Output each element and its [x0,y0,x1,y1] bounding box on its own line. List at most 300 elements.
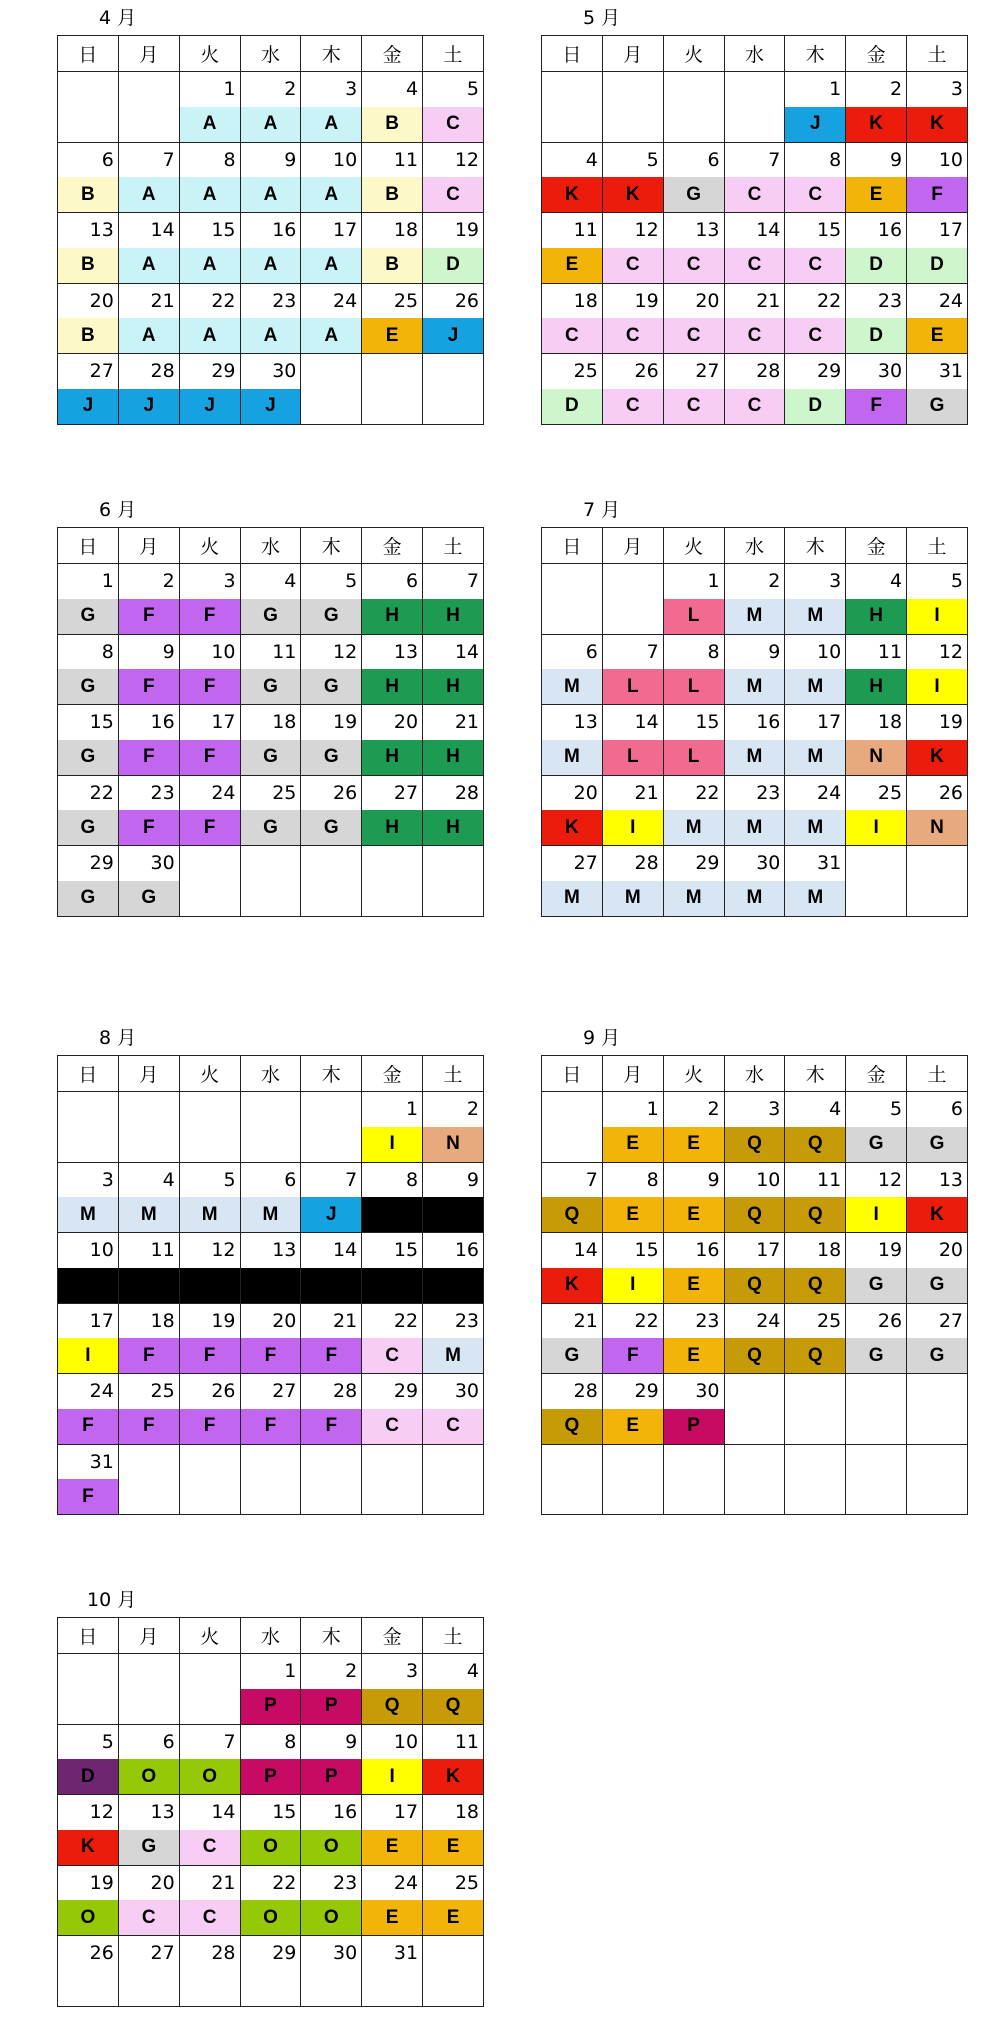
schedule-code: M [423,1338,484,1374]
day-number: 28 [542,1374,603,1409]
day-number-row [542,1092,968,1127]
day-number [785,1444,846,1479]
schedule-code: D [785,389,846,425]
day-number-row [542,1444,968,1479]
day-number: 11 [542,213,603,248]
day-number-row [58,564,484,599]
day-number: 17 [362,1795,423,1830]
day-number: 14 [724,213,785,248]
schedule-code [240,1127,301,1163]
schedule-code-row [58,1689,484,1725]
day-number: 26 [907,775,968,810]
schedule-code [907,881,968,917]
day-number [362,1444,423,1479]
calendar-april [57,7,484,425]
schedule-code: G [240,599,301,635]
day-number-row [58,1795,484,1830]
day-number: 28 [602,846,663,881]
weekday-header: 土 [907,1056,968,1092]
schedule-code-row [542,177,968,213]
day-number: 6 [907,1092,968,1127]
schedule-code-row [58,810,484,846]
day-number: 2 [301,1654,362,1689]
schedule-code: E [362,1830,423,1866]
schedule-code: B [58,318,119,354]
schedule-code: C [362,1338,423,1374]
day-number-row [542,354,968,389]
day-number: 19 [301,705,362,740]
schedule-code [301,881,362,917]
day-number [542,1092,603,1127]
day-number: 31 [907,354,968,389]
day-number: 12 [301,634,362,669]
schedule-code: L [602,669,663,705]
day-number: 21 [423,705,484,740]
schedule-code: Q [542,1409,603,1445]
day-number: 4 [542,142,603,177]
schedule-code: G [907,1127,968,1163]
schedule-code [907,1409,968,1445]
day-number: 8 [663,634,724,669]
schedule-code [362,881,423,917]
day-number: 11 [362,142,423,177]
schedule-code: K [542,177,603,213]
day-number: 20 [118,1865,179,1900]
schedule-code: G [663,177,724,213]
schedule-code: M [179,1197,240,1233]
schedule-code: F [118,1338,179,1374]
day-number: 27 [240,1374,301,1409]
day-number: 17 [179,705,240,740]
day-number-row [58,775,484,810]
schedule-code-row [542,810,968,846]
schedule-code [602,599,663,635]
month-title: 7 月 [583,499,621,521]
day-number-row [58,1233,484,1268]
day-number: 22 [663,775,724,810]
weekday-header: 月 [118,1056,179,1092]
schedule-code-row [58,107,484,143]
schedule-code: Q [542,1197,603,1233]
day-number: 11 [846,634,907,669]
day-number: 15 [602,1233,663,1268]
day-number: 24 [724,1303,785,1338]
day-number: 8 [602,1162,663,1197]
day-number-row [58,1865,484,1900]
day-number: 9 [423,1162,484,1197]
day-number: 5 [907,564,968,599]
weekday-header-row [542,1056,968,1092]
schedule-code: G [846,1338,907,1374]
day-number: 10 [724,1162,785,1197]
day-number: 25 [423,1865,484,1900]
schedule-code: A [179,107,240,143]
day-number: 4 [846,564,907,599]
weekday-header: 土 [423,36,484,72]
day-number: 7 [423,564,484,599]
day-number: 24 [362,1865,423,1900]
day-number-row [542,1374,968,1409]
day-number: 19 [423,213,484,248]
schedule-code-row [542,1409,968,1445]
day-number: 25 [240,775,301,810]
day-number: 18 [240,705,301,740]
day-number: 25 [118,1374,179,1409]
schedule-code-row [542,248,968,284]
schedule-code [362,1971,423,2007]
schedule-code-row [58,1900,484,1936]
day-number: 18 [423,1795,484,1830]
schedule-code: G [58,810,119,846]
schedule-code: D [846,318,907,354]
day-number: 5 [423,72,484,107]
schedule-code: E [423,1830,484,1866]
schedule-code: F [301,1409,362,1445]
weekday-header: 土 [423,528,484,564]
schedule-code: G [58,599,119,635]
day-number: 14 [301,1233,362,1268]
day-number: 23 [846,283,907,318]
day-number: 12 [423,142,484,177]
schedule-code: O [240,1900,301,1936]
day-number [362,354,423,389]
day-number-row [542,775,968,810]
schedule-code: E [663,1268,724,1304]
day-number: 3 [301,72,362,107]
schedule-code: L [663,669,724,705]
day-number-row [58,72,484,107]
day-number: 2 [663,1092,724,1127]
day-number: 20 [542,775,603,810]
day-number: 12 [602,213,663,248]
day-number: 25 [362,283,423,318]
day-number: 22 [179,283,240,318]
day-number: 26 [846,1303,907,1338]
schedule-code: G [907,1338,968,1374]
day-number [542,1444,603,1479]
weekday-header: 木 [301,528,362,564]
day-number: 23 [663,1303,724,1338]
schedule-code: Q [724,1197,785,1233]
schedule-code: A [301,177,362,213]
day-number: 8 [58,634,119,669]
day-number: 21 [542,1303,603,1338]
schedule-code [240,1268,301,1304]
day-number: 15 [663,705,724,740]
day-number: 15 [58,705,119,740]
schedule-code: D [846,248,907,284]
schedule-code: C [423,1409,484,1445]
day-number: 21 [724,283,785,318]
day-number [846,846,907,881]
month-title: 6 月 [99,499,137,521]
weekday-header: 火 [663,528,724,564]
schedule-code: C [179,1900,240,1936]
day-number: 9 [724,634,785,669]
weekday-header: 水 [240,1618,301,1654]
day-number: 14 [542,1233,603,1268]
day-number-row [542,1233,968,1268]
schedule-code: G [301,740,362,776]
schedule-code: D [423,248,484,284]
day-number: 5 [301,564,362,599]
day-number: 6 [240,1162,301,1197]
schedule-code [179,1479,240,1515]
schedule-code: F [58,1479,119,1515]
schedule-code: K [907,107,968,143]
weekday-header: 木 [301,1056,362,1092]
day-number [301,846,362,881]
day-number: 1 [362,1092,423,1127]
day-number: 8 [362,1162,423,1197]
schedule-code: Q [785,1127,846,1163]
day-number: 6 [58,142,119,177]
day-number: 19 [602,283,663,318]
schedule-code [362,1479,423,1515]
day-number-row [542,213,968,248]
schedule-code: I [602,1268,663,1304]
schedule-code: C [724,248,785,284]
weekday-header: 月 [602,528,663,564]
weekday-header: 水 [724,1056,785,1092]
day-number: 21 [179,1865,240,1900]
day-number: 1 [240,1654,301,1689]
schedule-code: C [602,389,663,425]
day-number [362,846,423,881]
day-number-row [58,1374,484,1409]
schedule-code: M [240,1197,301,1233]
weekday-header: 金 [846,528,907,564]
day-number [602,72,663,107]
schedule-code: G [301,599,362,635]
schedule-code: G [846,1127,907,1163]
schedule-code [423,1268,484,1304]
day-number [301,1444,362,1479]
schedule-code: C [362,1409,423,1445]
day-number [179,846,240,881]
day-number: 3 [179,564,240,599]
schedule-code: G [846,1268,907,1304]
day-number: 15 [179,213,240,248]
schedule-code [240,881,301,917]
day-number [179,1092,240,1127]
weekday-header: 火 [663,1056,724,1092]
day-number: 1 [179,72,240,107]
schedule-code: J [179,389,240,425]
day-number: 6 [542,634,603,669]
day-number: 24 [907,283,968,318]
schedule-code: K [907,740,968,776]
schedule-code: O [179,1759,240,1795]
day-number [423,1444,484,1479]
schedule-code: G [118,1830,179,1866]
day-number-row [542,1303,968,1338]
schedule-code: E [423,1900,484,1936]
calendar-grid [57,35,484,425]
weekday-header: 月 [602,1056,663,1092]
day-number: 17 [785,705,846,740]
schedule-code: H [423,740,484,776]
schedule-code-row [542,1338,968,1374]
schedule-code: F [118,740,179,776]
schedule-code-row [542,107,968,143]
day-number: 20 [907,1233,968,1268]
day-number: 11 [118,1233,179,1268]
day-number: 12 [179,1233,240,1268]
day-number: 8 [785,142,846,177]
schedule-code: C [542,318,603,354]
day-number: 13 [240,1233,301,1268]
schedule-code: A [179,248,240,284]
day-number-row [542,142,968,177]
schedule-code: E [663,1127,724,1163]
calendar-grid [57,527,484,917]
schedule-code [58,1971,119,2007]
schedule-code: H [362,810,423,846]
schedule-code: M [785,740,846,776]
schedule-code: M [663,810,724,846]
day-number: 14 [602,705,663,740]
schedule-code [785,1409,846,1445]
day-number: 2 [240,72,301,107]
weekday-header-row [542,36,968,72]
schedule-code: M [785,669,846,705]
schedule-code: H [846,599,907,635]
schedule-code: F [240,1338,301,1374]
schedule-code: D [58,1759,119,1795]
day-number: 7 [542,1162,603,1197]
day-number: 18 [785,1233,846,1268]
schedule-code: M [58,1197,119,1233]
day-number: 11 [240,634,301,669]
day-number: 31 [785,846,846,881]
day-number: 30 [663,1374,724,1409]
day-number [423,846,484,881]
schedule-code-row [542,1127,968,1163]
schedule-code [423,1197,484,1233]
schedule-code: M [663,881,724,917]
schedule-code: F [179,810,240,846]
schedule-code: M [542,669,603,705]
day-number: 18 [846,705,907,740]
schedule-code: F [602,1338,663,1374]
day-number: 28 [423,775,484,810]
schedule-code [423,1479,484,1515]
day-number: 19 [907,705,968,740]
day-number [724,1444,785,1479]
schedule-code-row [542,1268,968,1304]
schedule-code: A [240,318,301,354]
day-number: 7 [602,634,663,669]
day-number: 10 [785,634,846,669]
day-number: 27 [58,354,119,389]
schedule-code [785,1479,846,1515]
schedule-code: G [542,1338,603,1374]
day-number: 13 [58,213,119,248]
schedule-code: G [240,810,301,846]
day-number: 16 [240,213,301,248]
weekday-header: 金 [362,1618,423,1654]
schedule-code: M [602,881,663,917]
schedule-code: M [542,881,603,917]
schedule-code [724,107,785,143]
day-number: 6 [362,564,423,599]
schedule-code [58,1127,119,1163]
day-number [118,1092,179,1127]
schedule-code: G [118,881,179,917]
day-number: 25 [785,1303,846,1338]
schedule-code: G [301,810,362,846]
schedule-code [602,107,663,143]
weekday-header: 土 [907,528,968,564]
schedule-code-row [58,1479,484,1515]
schedule-code: F [179,669,240,705]
day-number: 28 [724,354,785,389]
day-number: 22 [785,283,846,318]
day-number [542,72,603,107]
day-number: 19 [179,1303,240,1338]
day-number: 9 [240,142,301,177]
schedule-code: C [602,248,663,284]
schedule-code: M [785,881,846,917]
schedule-code: J [240,389,301,425]
day-number-row [542,1162,968,1197]
schedule-code: H [846,669,907,705]
month-title: 9 月 [583,1027,621,1049]
schedule-code-row [58,318,484,354]
day-number: 27 [362,775,423,810]
day-number: 22 [240,1865,301,1900]
schedule-code-row [58,669,484,705]
day-number-row [58,634,484,669]
day-number: 23 [724,775,785,810]
day-number: 11 [785,1162,846,1197]
weekday-header: 日 [542,528,603,564]
day-number: 10 [179,634,240,669]
schedule-code-row [58,740,484,776]
day-number: 23 [240,283,301,318]
day-number: 15 [240,1795,301,1830]
schedule-code: Q [724,1268,785,1304]
schedule-code: C [663,248,724,284]
schedule-code: Q [785,1338,846,1374]
day-number [602,564,663,599]
schedule-code: A [118,318,179,354]
day-number: 1 [602,1092,663,1127]
schedule-code: M [785,599,846,635]
day-number: 9 [663,1162,724,1197]
day-number [663,72,724,107]
day-number: 10 [362,1724,423,1759]
day-number [846,1444,907,1479]
schedule-code [663,107,724,143]
weekday-header-row [58,36,484,72]
schedule-code [58,1268,119,1304]
schedule-code: K [846,107,907,143]
schedule-code: Q [724,1127,785,1163]
schedule-code: L [602,740,663,776]
schedule-code [907,1479,968,1515]
day-number: 30 [240,354,301,389]
day-number [663,1444,724,1479]
day-number: 16 [423,1233,484,1268]
schedule-code: G [58,740,119,776]
schedule-code-row [542,1479,968,1515]
schedule-code [542,107,603,143]
calendar-grid [541,527,968,917]
schedule-code: E [907,318,968,354]
day-number: 17 [58,1303,119,1338]
